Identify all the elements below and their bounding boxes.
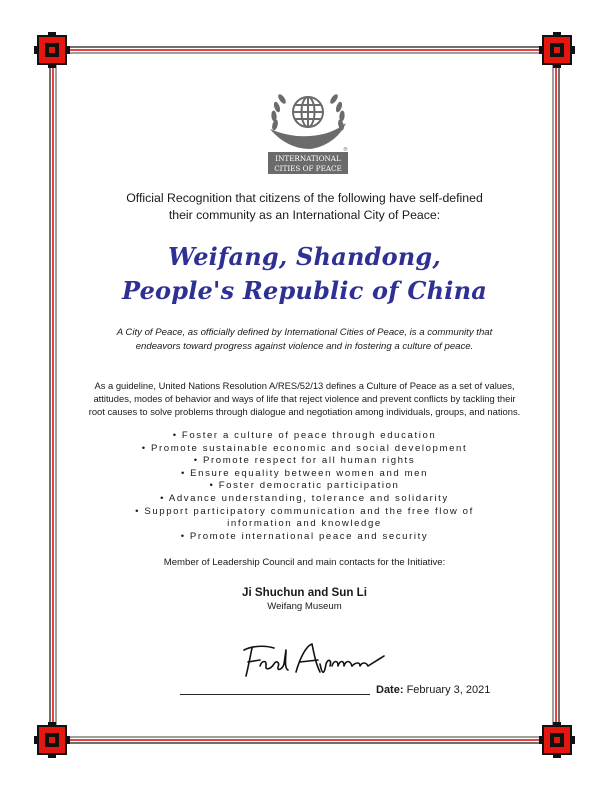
signature-date — [376, 684, 490, 696]
culture-of-peace-principles — [60, 430, 549, 543]
logo-text-cities-of-peace: CITIES OF PEACE — [274, 164, 342, 173]
signature-line — [180, 694, 370, 695]
city-of-peace-definition — [70, 326, 539, 354]
principle-item: • Foster democratic participation — [209, 480, 400, 492]
recognition-line-1: Official Recognition that citizens of the following have self-defined — [126, 191, 483, 205]
logo-text-international: INTERNATIONAL — [275, 154, 341, 163]
globe-icon — [293, 97, 323, 127]
city-name-line-1: Weifang, Shandong, — [168, 242, 441, 271]
recognition-statement — [60, 190, 549, 224]
guideline-line-2: attitudes, modes of behavior and ways of life that reject violence and prevent conflicts by tackling their — [93, 393, 516, 404]
guideline-line-1: As a guideline, United Nations Resolution A/RES/52/13 defines a Culture of Peace as a set of values, — [94, 380, 515, 391]
definition-line-2: endeavors toward progress against violence and in fostering a culture of peace. — [135, 341, 474, 352]
principle-item: • Ensure equality between women and men — [180, 467, 429, 479]
principle-item: • Foster a culture of peace through education — [172, 430, 437, 441]
leadership-council-text: Member of Leadership Council and main contacts for the Initiative: — [163, 557, 446, 568]
date-value: February 3, 2021 — [406, 684, 491, 696]
city-name — [40, 240, 569, 308]
definition-line-1: A City of Peace, as officially defined by International Cities of Peace, is a community that — [116, 327, 493, 338]
un-resolution-guideline — [62, 379, 547, 418]
principle-item: • Promote sustainable economic and social development — [141, 442, 468, 454]
principle-item: • Promote international peace and security — [180, 530, 429, 542]
handwritten-signature — [234, 636, 394, 681]
recognition-line-2: their community as an International City of Peace: — [168, 208, 441, 222]
city-name-line-2: People's Republic of China — [121, 276, 488, 305]
principle-item: • Support participatory communication and the free flow of — [135, 505, 474, 517]
principle-item: information and knowledge — [227, 518, 382, 530]
registered-mark: ® — [343, 147, 348, 153]
principle-item: • Promote respect for all human rights — [193, 455, 416, 467]
date-label: Date: — [376, 684, 404, 696]
guideline-line-3: root causes to solve problems through dialogue and negotiation among individuals, groups, and nations. — [88, 406, 521, 417]
contact-names: Ji Shuchun and Sun Li — [242, 586, 367, 599]
principle-item: • Advance understanding, tolerance and solidarity — [160, 492, 449, 504]
organization-name: Weifang Museum — [267, 601, 342, 612]
international-cities-of-peace-logo — [266, 85, 350, 177]
